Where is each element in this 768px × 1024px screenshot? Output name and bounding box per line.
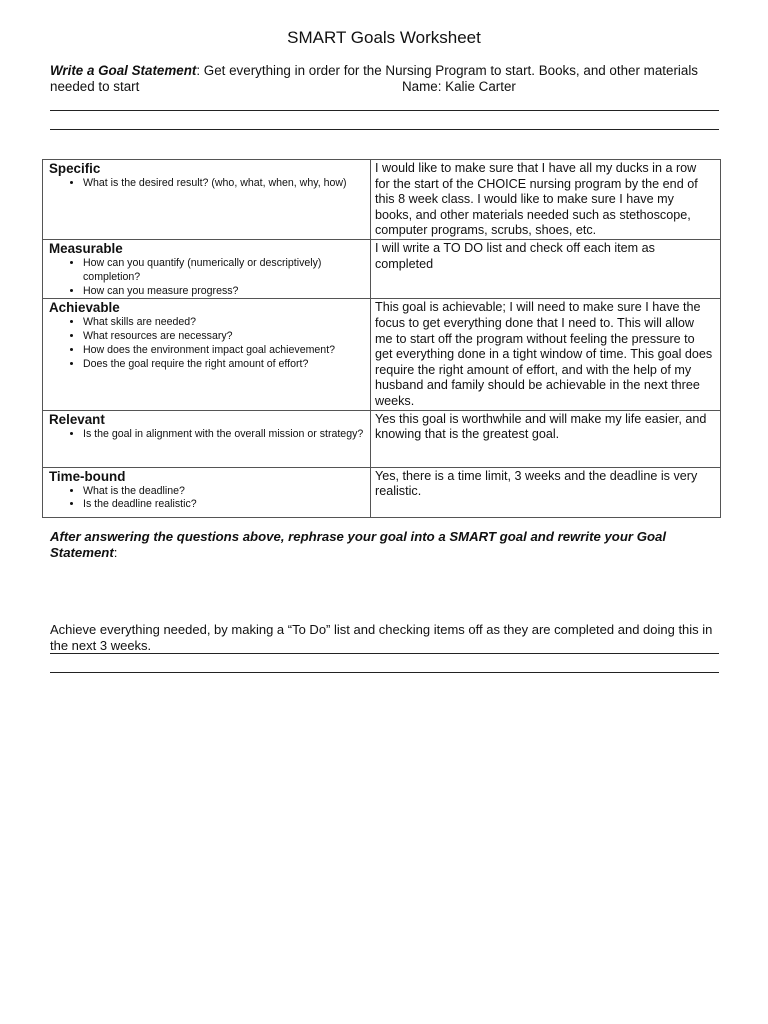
question-list: [49, 177, 364, 191]
answer-cell: Yes this goal is worthwhile and will make my life easier, and knowing that is the greatest goal.: [371, 410, 721, 467]
question-item: • Does the goal require the right amount of effort?: [83, 358, 364, 372]
answer-cell: I would like to make sure that I have all my ducks in a row for the start of the CHOICE nursing program by the end of this 8 week class. I would like to make sure I have my books, and other materials needed such as stethoscope, computer programs, scrubs, shoes, etc.: [371, 160, 721, 240]
answer-cell: This goal is achievable; I will need to make sure I have the focus to get everything done that I need to. This will allow me to start off the program without feeling the pressure to get everything done in a tight window of time. This goal does require the right amount of effort, and with the help of my husband and family should be achievable in the next three weeks.: [371, 299, 721, 410]
smart-row-time-bound: [43, 467, 721, 517]
question-item: • Is the deadline realistic?: [83, 498, 364, 512]
smart-row-achievable: [43, 299, 721, 410]
criteria-heading: Relevant: [49, 411, 105, 427]
criteria-cell: [43, 410, 371, 467]
criteria-cell: [43, 239, 371, 298]
goal-statement-label: Write a Goal Statement: [50, 63, 197, 78]
question-item: • How can you measure progress?: [83, 285, 364, 299]
criteria-heading: Achievable: [49, 300, 120, 316]
goal-statement-text-cont: needed to start: [50, 79, 140, 94]
question-item: • What skills are needed?: [83, 316, 364, 330]
question-list: [49, 485, 364, 513]
question-item: • How can you quantify (numerically or descriptively) completion?: [83, 257, 364, 285]
criteria-cell: [43, 299, 371, 410]
goal-statement-text: Get everything in order for the Nursing Program to start. Books, and other materials: [200, 63, 698, 78]
question-list: [49, 428, 364, 442]
rewrite-instruction: After answering the questions above, rephrase your goal into a SMART goal and rewrite your Goal Statement:: [50, 529, 667, 560]
question-list: [49, 257, 364, 298]
criteria-cell: [43, 467, 371, 517]
question-item: • What resources are necessary?: [83, 330, 364, 344]
answer-cell: I will write a TO DO list and check off each item as completed: [371, 239, 721, 298]
question-item: • Is the goal in alignment with the overall mission or strategy?: [83, 428, 364, 442]
goal-statement: Write a Goal Statement: Get everything in order for the Nursing Program to start. Books, and other materials needed to start Name: Kalie Carter: [50, 63, 698, 94]
smart-table: [42, 159, 721, 518]
smart-goal-statement: Achieve everything needed, by making a “To Do” list and checking items off as they are completed and doing this in the next 3 weeks.: [50, 622, 713, 653]
smart-row-relevant: [43, 410, 721, 467]
question-item: • What is the desired result? (who, what, when, why, how): [83, 177, 364, 191]
criteria-heading: Measurable: [49, 240, 123, 256]
criteria-heading: Time-bound: [49, 468, 126, 484]
writing-line: [50, 653, 719, 654]
writing-line: [50, 129, 719, 130]
writing-line: [50, 110, 719, 111]
question-list: [49, 316, 364, 371]
page-title: SMART Goals Worksheet: [287, 28, 481, 47]
criteria-heading: Specific: [49, 161, 101, 176]
answer-cell: Yes, there is a time limit, 3 weeks and the deadline is very realistic.: [371, 467, 721, 517]
question-item: • What is the deadline?: [83, 485, 364, 499]
criteria-cell: [43, 160, 371, 240]
student-name: Name: Kalie Carter: [402, 79, 516, 94]
smart-row-measurable: [43, 239, 721, 298]
question-item: • How does the environment impact goal achievement?: [83, 344, 364, 358]
writing-line: [50, 672, 719, 673]
smart-row-specific: [43, 160, 721, 240]
